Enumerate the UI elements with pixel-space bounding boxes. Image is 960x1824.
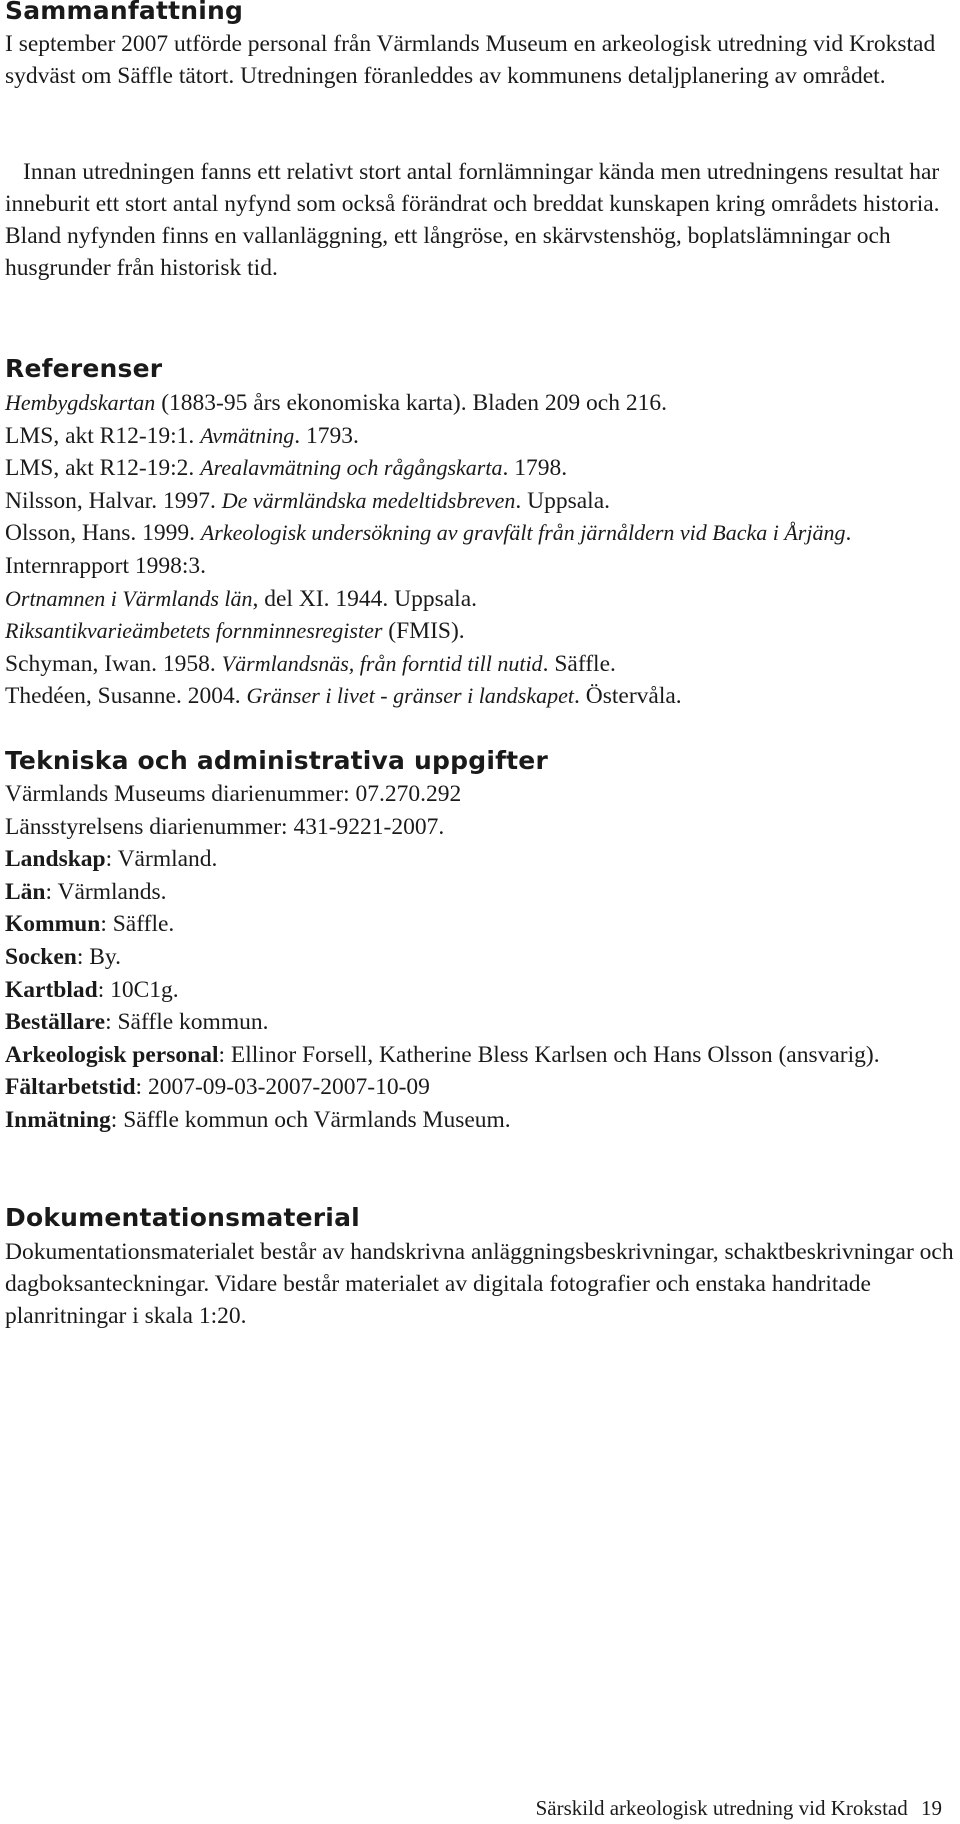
reference-title: Arealavmätning och rågångskarta bbox=[200, 455, 503, 481]
admin-field-lan bbox=[5, 876, 880, 909]
admin-field-landskap bbox=[5, 843, 880, 876]
admin-field-kartblad bbox=[5, 974, 880, 1007]
field-label: Län bbox=[5, 878, 46, 905]
documentation-paragraph: Dokumentationsmaterialet består av handskrivna anläggningsbeskrivningar, schaktbeskrivningar och dagboksanteckningar. Vidare består materialet av digitala fotografier och enstaka handritade planritningar i skala 1:20. bbox=[5, 1239, 954, 1329]
admin-field-bestallare bbox=[5, 1006, 880, 1039]
reference-text: (1883-95 års ekonomiska karta). Bladen 209 och 216. bbox=[155, 390, 667, 416]
field-value: : Värmlands. bbox=[45, 878, 167, 905]
reference-item bbox=[5, 420, 851, 453]
reference-item bbox=[5, 452, 851, 485]
admin-field-inmatning bbox=[5, 1104, 880, 1137]
reference-text: LMS, akt R12-19:2. bbox=[5, 455, 201, 482]
field-label: Fältarbetstid bbox=[5, 1074, 136, 1101]
reference-title: Värmlandsnäs, från forntid till nutid bbox=[221, 650, 543, 676]
summary-paragraph-2: Innan utredningen fanns ett relativt stort antal fornlämningar kända men utredningens resultat har inneburit ett stort antal nyfynd som också förändrat och breddat kunskapen kring områdets historia. Bland nyfynden finns en vallanläggning, ett långröse, en skärvstenshög, boplatslämningar och husgrunder från historisk tid. bbox=[5, 159, 940, 281]
field-label: Kommun bbox=[5, 911, 101, 938]
field-value: : Ellinor Forsell, Katherine Bless Karlsen och Hans Olsson (ansvarig). bbox=[218, 1041, 880, 1068]
reference-title: Hembygdskartan bbox=[5, 390, 156, 415]
field-value: : Säffle kommun. bbox=[105, 1009, 269, 1036]
reference-item bbox=[5, 648, 851, 681]
reference-suffix: . bbox=[845, 520, 852, 547]
reference-item bbox=[5, 550, 851, 583]
page-footer bbox=[536, 1796, 942, 1820]
museum-diary-number: Värmlands Museums diarienummer: 07.270.292 bbox=[5, 781, 462, 807]
field-value: : By. bbox=[76, 943, 122, 970]
reference-item bbox=[5, 583, 851, 616]
admin-field-faltarbetstid bbox=[5, 1071, 880, 1104]
reference-item bbox=[5, 615, 851, 648]
reference-suffix: . Östervåla. bbox=[574, 683, 682, 710]
reference-text: Internrapport 1998:3. bbox=[5, 552, 207, 579]
field-value: : 2007-09-03-2007-2007-10-09 bbox=[135, 1074, 430, 1101]
admin-details bbox=[5, 778, 880, 1137]
reference-text: Nilsson, Halvar. 1997. bbox=[5, 487, 222, 514]
references-heading: Referenser bbox=[5, 354, 163, 383]
admin-field-kommun bbox=[5, 908, 880, 941]
reference-item bbox=[5, 517, 851, 550]
reference-text: LMS, akt R12-19:1. bbox=[5, 422, 201, 449]
field-value: : Säffle kommun och Värmlands Museum. bbox=[110, 1106, 511, 1133]
reference-title: Avmätning bbox=[200, 422, 295, 448]
reference-item bbox=[5, 680, 851, 713]
admin-heading: Tekniska och administrativa uppgifter bbox=[5, 746, 548, 775]
field-label: Arkeologisk personal bbox=[5, 1041, 219, 1068]
reference-text: (FMIS). bbox=[382, 618, 465, 645]
field-label: Landskap bbox=[5, 846, 106, 873]
reference-text: Olsson, Hans. 1999. bbox=[5, 520, 201, 547]
reference-suffix: . Uppsala. bbox=[515, 487, 611, 514]
reference-title: Riksantikvarieämbetets fornminnesregister bbox=[5, 618, 383, 644]
reference-title: Gränser i livet - gränser i landskapet bbox=[246, 683, 575, 709]
field-value: : 10C1g. bbox=[97, 976, 179, 1003]
reference-title: Arkeologisk undersökning av gravfält från järnåldern vid Backa i Årjäng bbox=[200, 520, 846, 546]
field-value: : Värmland. bbox=[105, 846, 218, 873]
reference-text: , del XI. 1944. Uppsala. bbox=[252, 585, 478, 612]
field-label: Socken bbox=[5, 943, 77, 970]
field-value: : Säffle. bbox=[100, 911, 175, 938]
reference-suffix: . 1793. bbox=[294, 422, 359, 449]
page-number: 19 bbox=[921, 1796, 942, 1820]
field-label: Beställare bbox=[5, 1009, 106, 1036]
reference-title: De värmländska medeltidsbreven bbox=[221, 487, 516, 513]
summary-paragraph-1: I september 2007 utförde personal från Värmlands Museum en arkeologisk utredning vid Krokstad sydväst om Säffle tätort. Utredningen föranleddes av kommunens detaljplanering av området. bbox=[5, 31, 936, 89]
documentation-heading: Dokumentationsmaterial bbox=[5, 1203, 360, 1232]
running-title: Särskild arkeologisk utredning vid Krokstad bbox=[535, 1796, 908, 1820]
reference-text: Thedéen, Susanne. 2004. bbox=[5, 683, 247, 710]
reference-suffix: . Säffle. bbox=[542, 650, 616, 677]
reference-suffix: . 1798. bbox=[502, 455, 568, 482]
admin-field-personal bbox=[5, 1039, 880, 1072]
references-list bbox=[5, 387, 851, 713]
reference-item bbox=[5, 387, 851, 420]
admin-field-socken bbox=[5, 941, 880, 974]
county-diary-number: Länsstyrelsens diarienummer: 431-9221-2007. bbox=[5, 813, 445, 840]
summary-heading: Sammanfattning bbox=[5, 0, 244, 25]
reference-item bbox=[5, 485, 851, 518]
reference-title: Ortnamnen i Värmlands län bbox=[5, 585, 253, 611]
reference-text: Schyman, Iwan. 1958. bbox=[5, 650, 222, 677]
field-label: Inmätning bbox=[5, 1106, 111, 1133]
field-label: Kartblad bbox=[5, 976, 98, 1003]
